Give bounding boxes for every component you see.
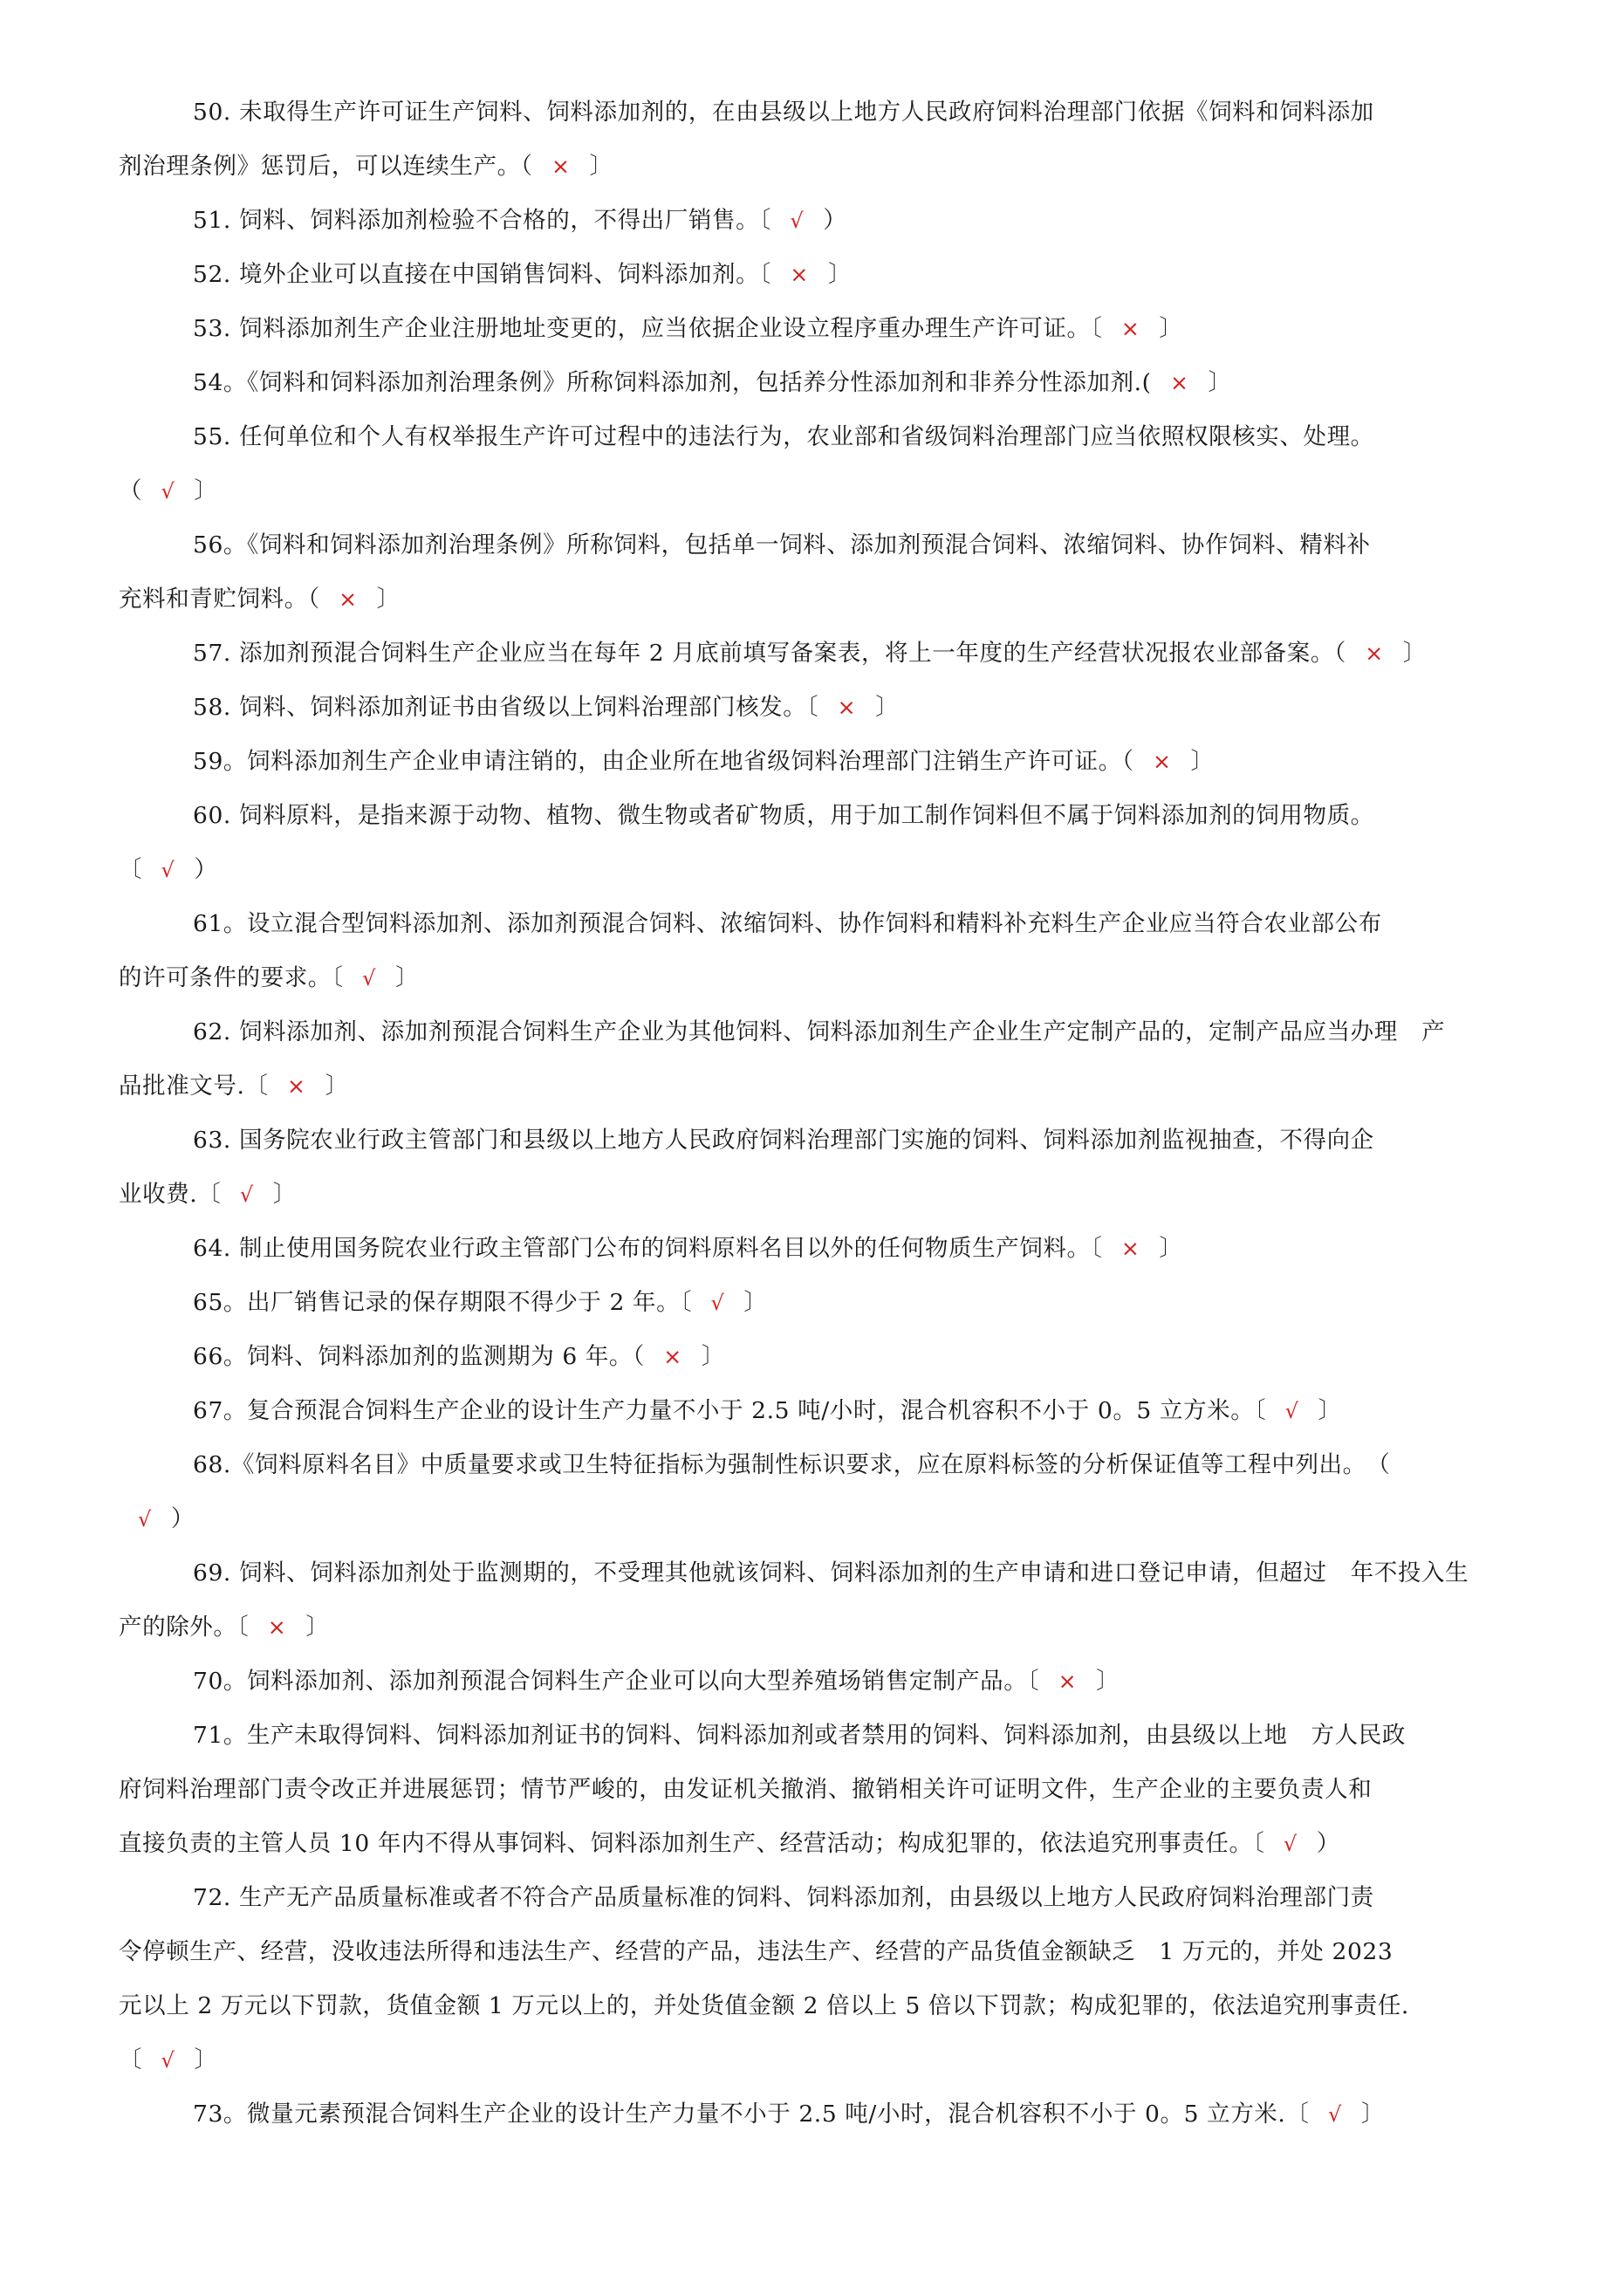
answer-bracket-close: 〕 — [305, 1614, 329, 1641]
check-mark-icon: √ — [790, 209, 805, 233]
question-line — [119, 1763, 1558, 1817]
question-item — [119, 1330, 1558, 1384]
question-line — [119, 1492, 1558, 1546]
check-mark-icon: √ — [362, 966, 377, 990]
question-line — [119, 86, 1558, 140]
check-mark-icon: √ — [161, 2048, 175, 2073]
question-text: 令停顿生产、经营，没收违法所得和违法生产、经营的产品，违法生产、经营的产品货值金额缺乏 1 万元的，并处 2023 — [119, 1938, 1394, 1965]
answer-bracket-close: 〕 — [1159, 315, 1182, 342]
cross-mark-icon: × — [287, 1073, 306, 1099]
question-item — [119, 735, 1558, 789]
question-line — [119, 1655, 1558, 1709]
question-item — [119, 356, 1558, 410]
answer-bracket-close: 〕 — [827, 261, 852, 288]
cross-mark-icon: × — [790, 262, 809, 287]
question-item — [119, 410, 1558, 518]
answer-bracket-open: （ — [1333, 640, 1346, 667]
question-line — [119, 789, 1558, 843]
question-item — [119, 897, 1558, 1005]
question-text: 68.《饲料原料名目》中质量要求或卫生特征指标为强制性标识要求，应在原料标签的分析保证值等工程中列出。 （ — [193, 1451, 1391, 1478]
question-text: 品批准文号. — [119, 1073, 245, 1100]
answer-bracket-open: ( — [1141, 369, 1151, 396]
question-item — [119, 518, 1558, 627]
question-text: 58. 饲料、饲料添加剂证书由省级以上饲料治理部门核发。 — [193, 694, 807, 721]
check-mark-icon: √ — [161, 858, 175, 882]
answer-bracket-close: ） — [194, 856, 217, 883]
question-line — [119, 1925, 1558, 1979]
question-line — [119, 1546, 1558, 1600]
answer-bracket-open: （ — [307, 586, 320, 613]
answer-bracket-open: 〔 — [1090, 1235, 1102, 1262]
question-item — [119, 1709, 1558, 1871]
question-line — [119, 1979, 1558, 2033]
question-item — [119, 1384, 1558, 1438]
question-line — [119, 1384, 1558, 1438]
answer-bracket-close: 〕 — [1360, 2101, 1385, 2128]
question-text: 60. 饲料原料，是指来源于动物、植物、微生物或者矿物质，用于加工制作饲料但不属于饲料添加剂的饲用物质。 — [193, 802, 1374, 829]
question-line — [119, 572, 1558, 627]
question-text: 51. 饲料、饲料添加剂检验不合格的，不得出厂销售。 — [193, 207, 760, 234]
question-item — [119, 86, 1558, 194]
question-text: 产的除外。 — [119, 1614, 237, 1641]
answer-bracket-close: 〕 — [325, 1073, 349, 1100]
answer-bracket-close: 〕 — [395, 964, 419, 991]
question-line — [119, 681, 1558, 735]
question-line — [119, 735, 1558, 789]
check-mark-icon: √ — [138, 1507, 152, 1532]
question-line — [119, 843, 1558, 897]
question-text: 71。生产未取得饲料、饲料添加剂证书的饲料、饲料添加剂或者禁用的饲料、饲料添加剂，由县级以上地 方人民政 — [193, 1722, 1406, 1749]
answer-bracket-close: 〕 — [743, 1289, 767, 1316]
question-line — [119, 302, 1558, 356]
question-item — [119, 2087, 1558, 2142]
question-line — [119, 1817, 1558, 1871]
question-line — [119, 464, 1558, 518]
question-item — [119, 248, 1558, 302]
cross-mark-icon: × — [663, 1344, 682, 1369]
answer-bracket-open: 〔 — [1285, 2101, 1309, 2128]
answer-bracket-close: 〕 — [1402, 640, 1427, 667]
answer-bracket-close: 〕 — [376, 586, 401, 613]
question-line — [119, 2033, 1558, 2087]
question-text: 59。饲料添加剂生产企业申请注销的，由企业所在地省级饲料治理部门注销生产许可证。 — [193, 748, 1122, 775]
answer-bracket-close: 〕 — [1318, 1397, 1341, 1424]
cross-mark-icon: × — [267, 1614, 287, 1640]
answer-bracket-close: 〕 — [1190, 748, 1215, 775]
answer-bracket-close: 〕 — [1208, 369, 1231, 396]
answer-bracket-open: 〔 — [680, 1289, 692, 1316]
answer-bracket-open: 〔 — [1254, 1397, 1266, 1424]
question-line — [119, 194, 1558, 248]
check-mark-icon: √ — [1283, 1832, 1298, 1856]
check-mark-icon: √ — [1327, 2102, 1342, 2127]
question-line — [119, 1709, 1558, 1763]
question-item — [119, 789, 1558, 897]
question-text: 府饲料治理部门责令改正并进展惩罚；情节严峻的，由发证机关撤消、撤销相关许可证明文件，生产企业的主要负责人和 — [119, 1776, 1373, 1803]
answer-bracket-close: 〕 — [1159, 1235, 1182, 1262]
question-item — [119, 1276, 1558, 1330]
question-text: 63. 国务院农业行政主管部门和县级以上地方人民政府饲料治理部门实施的饲料、饲料添加剂监视抽查，不得向企 — [193, 1127, 1374, 1154]
check-mark-icon: √ — [710, 1291, 725, 1315]
cross-mark-icon: × — [1120, 1236, 1140, 1261]
question-text: 57. 添加剂预混合饲料生产企业应当在每年 2 月底前填写备案表，将上一年度的生产经营状况报农业部备案。 — [193, 640, 1334, 667]
answer-bracket-close: 〕 — [589, 153, 613, 180]
question-text: 52. 境外企业可以直接在中国销售饲料、饲料添加剂。 — [193, 261, 760, 288]
question-item — [119, 627, 1558, 681]
question-text: 的许可条件的要求。 — [119, 964, 332, 991]
question-text: 70。饲料添加剂、添加剂预混合饲料生产企业可以向大型养殖场销售定制产品。 — [193, 1668, 1028, 1695]
answer-bracket-close: 〕 — [1096, 1668, 1120, 1695]
question-text: 直接负责的主管人员 10 年内不得从事饲料、饲料添加剂生产、经营活动；构成犯罪的，依法追究刑事责任。 — [119, 1830, 1253, 1857]
question-line — [119, 356, 1558, 410]
question-line — [119, 1438, 1558, 1492]
check-mark-icon: √ — [1284, 1399, 1299, 1423]
answer-bracket-open: 〔 — [331, 964, 344, 991]
answer-bracket-close: 〕 — [194, 2046, 217, 2073]
question-line — [119, 1330, 1558, 1384]
answer-bracket-open: 〔 — [806, 694, 818, 721]
question-item — [119, 302, 1558, 356]
answer-bracket-close: 〕 — [272, 1181, 297, 1208]
answer-bracket-close: 〕 — [701, 1343, 725, 1370]
answer-bracket-open: 〔 — [1090, 315, 1102, 342]
check-mark-icon: √ — [161, 479, 175, 504]
question-text: 50. 未取得生产许可证生产饲料、饲料添加剂的，在由县级以上地方人民政府饲料治理部门依据《饲料和饲料添加 — [193, 99, 1374, 126]
answer-bracket-open: 〔 — [236, 1614, 249, 1641]
answer-bracket-open: 〔 — [1027, 1668, 1039, 1695]
question-text: 69. 饲料、饲料添加剂处于监测期的，不受理其他就该饲料、饲料添加剂的生产申请和进口登记申请，但超过 年不投入生 — [193, 1559, 1469, 1587]
question-line — [119, 410, 1558, 464]
question-text: 62. 饲料添加剂、添加剂预混合饲料生产企业为其他饲料、饲料添加剂生产企业生产定制产品的，定制产品应当办理 产 — [193, 1018, 1446, 1045]
question-text: 业收费. — [119, 1181, 198, 1208]
question-text: 53. 饲料添加剂生产企业注册地址变更的，应当依据企业设立程序重办理生产许可证。 — [193, 315, 1091, 342]
question-line — [119, 627, 1558, 681]
question-line — [119, 1005, 1558, 1059]
answer-bracket-open: 〔 — [197, 1181, 221, 1208]
question-text: 61。设立混合型饲料添加剂、添加剂预混合饲料、浓缩饲料、协作饲料和精料补充料生产企业应当符合农业部公布 — [193, 910, 1382, 937]
question-line — [119, 1871, 1558, 1925]
question-item — [119, 194, 1558, 248]
question-line — [119, 518, 1558, 572]
question-text: 73。微量元素预混合饲料生产企业的设计生产力量不小于 2.5 吨/小时，混合机容积不小于 0。5 立方米. — [193, 2101, 1286, 2128]
cross-mark-icon: × — [1058, 1669, 1078, 1694]
question-line — [119, 248, 1558, 302]
answer-bracket-close: ） — [170, 1505, 195, 1532]
answer-bracket-close: 〕 — [194, 477, 217, 504]
question-text: 元以上 2 万元以下罚款，货值金额 1 万元以上的，并处货值金额 2 倍以上 5 倍以下罚款；构成犯罪的，依法追究刑事责任. — [119, 1992, 1409, 2019]
answer-bracket-open: （ — [1121, 748, 1133, 775]
question-item — [119, 1222, 1558, 1276]
question-text: 剂治理条例》惩罚后，可以连续生产。 — [119, 153, 521, 180]
question-item — [119, 1546, 1558, 1655]
question-line — [119, 1059, 1558, 1114]
cross-mark-icon: × — [1365, 641, 1384, 666]
question-text: 64. 制止使用国务院农业行政主管部门公布的饲料原料名目以外的任何物质生产饲料。 — [193, 1235, 1091, 1262]
question-text: 66。饲料、饲料添加剂的监测期为 6 年。 — [193, 1343, 633, 1370]
answer-bracket-open: （ — [119, 477, 142, 504]
question-text: 55. 任何单位和个人有权举报生产许可过程中的违法行为，农业部和省级饲料治理部门应当依照权限核实、处理。 — [193, 423, 1374, 450]
question-line — [119, 2087, 1558, 2142]
cross-mark-icon: × — [551, 154, 571, 179]
question-text: 65。出厂销售记录的保存期限不得少于 2 年。 — [193, 1289, 681, 1316]
answer-bracket-open: 〔 — [119, 856, 142, 883]
question-item — [119, 1655, 1558, 1709]
question-line — [119, 1222, 1558, 1276]
answer-bracket-open: 〔 — [244, 1073, 269, 1100]
question-item — [119, 1005, 1558, 1114]
cross-mark-icon: × — [1169, 370, 1189, 395]
question-line — [119, 1168, 1558, 1222]
question-text: 54。《饲料和饲料添加剂治理条例》所称饲料添加剂，包括养分性添加剂和非养分性添加剂. — [193, 369, 1142, 396]
question-item — [119, 1438, 1558, 1546]
cross-mark-icon: × — [1120, 316, 1140, 341]
answer-bracket-close: ） — [823, 207, 846, 234]
answer-bracket-open: 〔 — [759, 261, 771, 288]
question-line — [119, 897, 1558, 951]
question-text: 67。复合预混合饲料生产企业的设计生产力量不小于 2.5 吨/小时，混合机容积不小于 0。5 立方米。 — [193, 1397, 1255, 1424]
answer-bracket-open: 〔 — [759, 207, 771, 234]
cross-mark-icon: × — [1152, 749, 1172, 774]
check-mark-icon: √ — [239, 1182, 254, 1207]
question-line — [119, 1276, 1558, 1330]
question-line — [119, 1114, 1558, 1168]
question-text: 充料和青贮饲料。 — [119, 586, 308, 613]
question-text: 72. 生产无产品质量标准或者不符合产品质量标准的饲料、饲料添加剂，由县级以上地方人民政府饲料治理部门责 — [193, 1884, 1374, 1911]
answer-bracket-open: （ — [520, 153, 532, 180]
question-line — [119, 140, 1558, 194]
answer-bracket-open: （ — [633, 1343, 645, 1370]
question-item — [119, 1114, 1558, 1222]
question-item — [119, 1871, 1558, 2087]
cross-mark-icon: × — [339, 586, 358, 612]
answer-bracket-open: 〔 — [119, 2046, 142, 2073]
question-text: 56。《饲料和饲料添加剂治理条例》所称饲料，包括单一饲料、添加剂预混合饲料、浓缩饲料、协作饲料、精料补 — [193, 531, 1371, 559]
question-line — [119, 1600, 1558, 1655]
cross-mark-icon: × — [837, 695, 857, 720]
question-line — [119, 951, 1558, 1005]
answer-bracket-close: ） — [1316, 1830, 1340, 1857]
question-item — [119, 681, 1558, 735]
answer-bracket-open: 〔 — [1252, 1830, 1264, 1857]
answer-bracket-close: 〕 — [875, 694, 899, 721]
